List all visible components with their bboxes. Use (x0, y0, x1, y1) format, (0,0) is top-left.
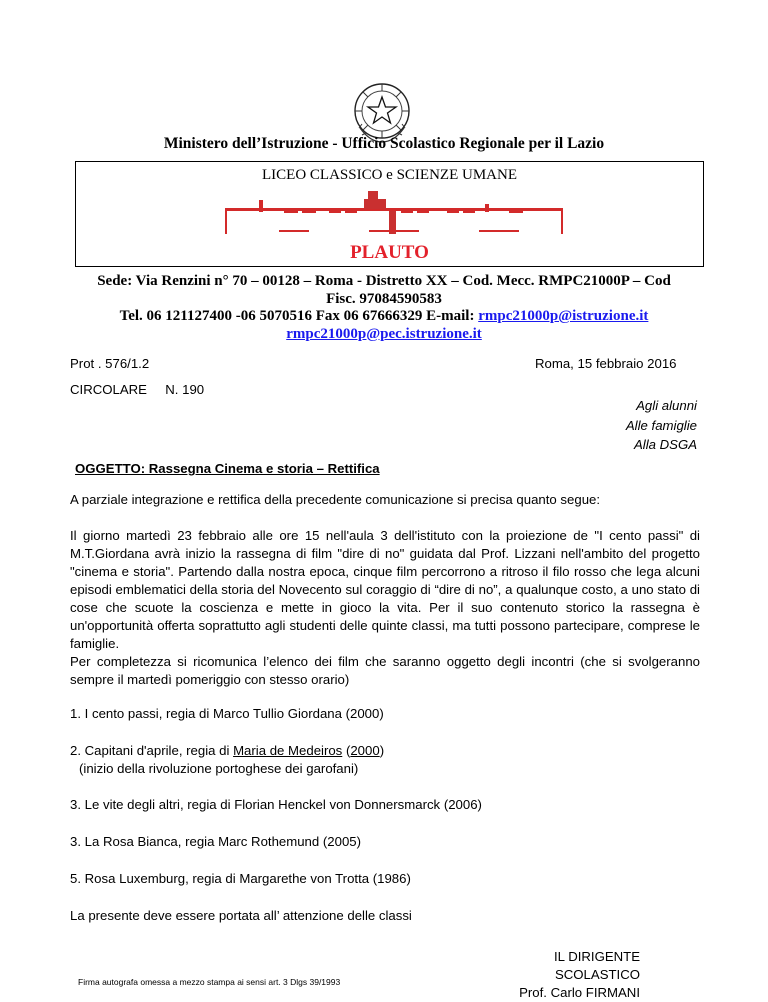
director-link[interactable]: Maria de Medeiros (233, 743, 343, 758)
school-header-box (75, 161, 704, 267)
recipient: Alle famiglie (625, 417, 697, 433)
address-line-1: Sede: Via Renzini n° 70 – 00128 – Roma - Distretto XX – Cod. Mecc. RMPC21000P – Cod (97, 273, 671, 289)
address-line-3 (70, 308, 698, 326)
closing-line: La presente deve essere portata all’ attenzione delle classi (70, 908, 412, 923)
body-paragraph: Per completezza si ricomunica l’elenco dei film che saranno oggetto degli incontri (che si svolgeranno sempre il martedì pomeriggio con stesso orario) (70, 654, 700, 687)
document-date: Roma, 15 febbraio 2016 (535, 356, 677, 371)
body-text (70, 527, 700, 689)
film-item: 2. Capitani d'aprile, regia di Maria de Medeiros (2000) (inizio della rivoluzione portoghese dei garofani) (70, 742, 700, 778)
circular-value: N. 190 (165, 382, 205, 397)
film-item: 5. Rosa Luxemburg, regia di Margarethe von Trotta (1986) (70, 871, 411, 886)
school-address (70, 273, 698, 343)
body-paragraph: Il giorno martedì 23 febbraio alle ore 15 nell'aula 3 dell'istituto con la proiezione de "I cento passi" di M.T.Giordana avrà inizio la rassegna di film "dire di no" guidata dal Prof. Lizzani nell'ambito del progetto "cinema e storia". Partendo dalla nostra epoca, cinque film percorrono a ritroso il filo rosso che lega alcuni episodi emblematici della storia del Novecento sul coraggio di “dire di no”, a qualunque costo, a uno stato di cose che scuote la coscienza e mette in gioco la vita. Per il suo contenuto storico la rassegna è un'opportunità offerta soprattutto agli studenti delle quinte classi, ma tutti possono partecipare, comprese le famiglie. (70, 528, 700, 651)
signer-role: IL DIRIGENTE SCOLASTICO (554, 949, 640, 982)
recipient: Agli alunni (636, 398, 697, 413)
pec-link[interactable]: rmpc21000p@pec.istruzione.it (286, 325, 482, 342)
subject-line: OGGETTO: Rassegna Cinema e storia – Rettifica (75, 461, 380, 476)
ministry-heading: Ministero dell’Istruzione - Ufficio Scolastico Regionale per il Lazio (163, 135, 605, 152)
email-link[interactable]: rmpc21000p@istruzione.it (478, 308, 649, 324)
film-note: (inizio della rivoluzione portoghese dei garofani) (79, 761, 359, 776)
circular-number (70, 381, 204, 399)
film-title: 2. Capitani d'aprile, regia di (70, 743, 234, 758)
address-line-2: Fisc. 97084590583 (326, 290, 442, 307)
year-link[interactable]: 2000 (350, 743, 380, 758)
recipient: Alla DSGA (633, 437, 697, 452)
signature-note: Firma autografa omessa a mezzo stampa ai sensi art. 3 Dlgs 39/1993 (78, 977, 341, 987)
school-name: PLAUTO (350, 242, 429, 263)
film-item: 1. I cento passi, regia di Marco Tullio Giordana (2000) (70, 706, 384, 721)
film-item: 3. La Rosa Bianca, regia Marc Rothemund (2005) (70, 834, 362, 849)
protocol-number: Prot . 576/1.2 (70, 356, 150, 371)
circular-label: CIRCOLARE (70, 382, 147, 397)
signer-name: Prof. Carlo FIRMANI (519, 985, 640, 1000)
film-item: 3. Le vite degli altri, regia di Florian Henckel von Donnersmarck (2006) (70, 797, 482, 812)
school-type: LICEO CLASSICO e SCIENZE UMANE (262, 167, 517, 183)
intro-paragraph: A parziale integrazione e rettifica della precedente comunicazione si precisa quanto segue: (70, 492, 601, 507)
recipients (560, 396, 697, 455)
school-building-icon (219, 186, 570, 238)
contact-phones: Tel. 06 121127400 -06 5070516 Fax 06 67666329 E-mail: (119, 308, 479, 324)
